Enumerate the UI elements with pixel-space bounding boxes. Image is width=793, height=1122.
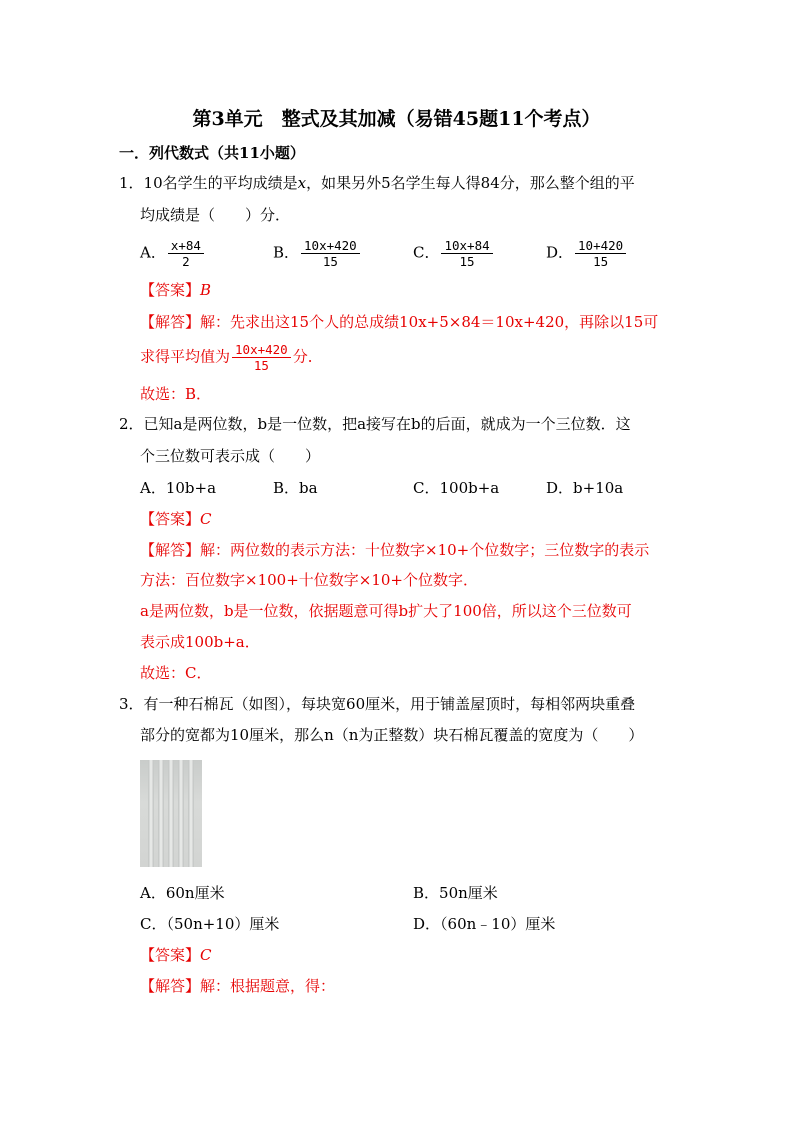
q1-option-a-denominator: 2 — [182, 254, 190, 269]
q1-option-d — [546, 238, 628, 269]
q1-solution-tag: 【解答】 — [140, 313, 201, 331]
q2-solution-line1 — [140, 540, 649, 560]
q2-solution-text1: 解：两位数的表示方法：十位数字×10+个位数字；三位数字的表示 — [200, 541, 650, 559]
q1-stem-x: x — [297, 174, 307, 192]
q2-option-c: C．100b+a — [413, 479, 500, 497]
tile-rib — [158, 760, 164, 867]
q1-option-a — [140, 238, 206, 269]
q1-option-a-label: A． — [140, 243, 166, 262]
tile-rib — [148, 760, 154, 867]
q1-option-c-label: C． — [413, 243, 440, 262]
q3-solution-text1: 解：根据题意，得： — [200, 977, 336, 995]
q1-option-d-numerator: 10+420 — [575, 238, 626, 254]
q3-answer — [140, 945, 212, 965]
q3-answer-tag: 【答案】 — [140, 946, 201, 964]
q1-option-b-numerator: 10x+420 — [301, 238, 360, 254]
q3-option-a: A．60n厘米 — [140, 884, 225, 902]
q1-solution-fraction — [232, 342, 291, 373]
q3-stem-line2: 部分的宽都为10厘米，那么n（n为正整数）块石棉瓦覆盖的宽度为（ ） — [140, 726, 644, 744]
q1-option-b-denominator: 15 — [322, 254, 338, 269]
q1-stem-a: 1．10名学生的平均成绩是 — [119, 174, 298, 192]
q1-option-c-fraction — [441, 238, 492, 269]
q3-option-b: B．50n厘米 — [413, 884, 498, 902]
q1-stem-b: ，如果另外5名学生每人得84分，那么整个组的平 — [306, 174, 635, 192]
q1-option-c-denominator: 15 — [459, 254, 475, 269]
page-title: 第3单元 整式及其加减（易错45题11个考点） — [192, 108, 601, 130]
q1-stem-line1 — [119, 173, 635, 193]
asbestos-tile-photo — [140, 760, 202, 867]
q3-answer-value: C — [200, 946, 212, 964]
q1-solution-line2 — [140, 342, 323, 373]
q1-solution-denominator: 15 — [253, 358, 269, 373]
q2-solution-line4: 表示成100b+a． — [140, 633, 260, 651]
q2-answer — [140, 509, 212, 529]
q1-stem-line2: 均成绩是（ ）分． — [140, 206, 291, 224]
q1-solution-numerator: 10x+420 — [232, 342, 291, 358]
q2-solution-line2: 方法：百位数字×100+十位数字×10+个位数字． — [140, 571, 478, 589]
q3-option-c: C．（50n+10）厘米 — [140, 915, 280, 933]
q1-answer — [140, 280, 211, 300]
q1-solution-line1 — [140, 312, 658, 332]
q1-option-a-fraction — [168, 238, 204, 269]
q1-option-b — [273, 238, 362, 269]
q2-answer-value: C — [200, 510, 212, 528]
q2-conclusion: 故选：C． — [140, 664, 212, 682]
tile-rib — [178, 760, 184, 867]
q1-solution-text2b: 分． — [292, 347, 323, 366]
tile-rib — [168, 760, 174, 867]
q1-solution-text1: 解：先求出这15个人的总成绩10x+5×84＝10x+420，再除以15可 — [200, 313, 659, 331]
q1-option-b-fraction — [301, 238, 360, 269]
q1-answer-tag: 【答案】 — [140, 281, 201, 299]
q3-solution-tag: 【解答】 — [140, 977, 201, 995]
q1-option-b-label: B． — [273, 243, 300, 262]
q1-option-a-numerator: x+84 — [168, 238, 204, 254]
q2-solution-line3: a是两位数，b是一位数，依据题意可得b扩大了100倍，所以这个三位数可 — [140, 602, 632, 620]
section-heading: 一．列代数式（共11小题） — [119, 144, 305, 162]
q1-option-c-numerator: 10x+84 — [441, 238, 492, 254]
q2-option-b: B．ba — [273, 479, 318, 497]
q2-stem-line2: 个三位数可表示成（ ） — [140, 447, 321, 465]
q3-stem-line1: 3．有一种石棉瓦（如图），每块宽60厘米，用于铺盖屋顶时，每相邻两块重叠 — [119, 695, 636, 713]
q2-stem-line1: 2．已知a是两位数，b是一位数，把a接写在b的后面，就成为一个三位数．这 — [119, 415, 631, 433]
q1-answer-value: B — [200, 281, 212, 299]
q1-conclusion: 故选：B． — [140, 385, 212, 403]
q3-solution-line1 — [140, 976, 335, 996]
q2-option-a: A．10b+a — [140, 479, 217, 497]
tile-rib — [188, 760, 194, 867]
q2-answer-tag: 【答案】 — [140, 510, 201, 528]
q3-option-d: D．（60n﹣10）厘米 — [413, 915, 556, 933]
q2-solution-tag: 【解答】 — [140, 541, 201, 559]
q1-option-d-denominator: 15 — [593, 254, 609, 269]
q1-solution-text2a: 求得平均值为 — [140, 347, 231, 366]
q1-option-d-label: D． — [546, 243, 574, 262]
q1-option-c — [413, 238, 495, 269]
q1-option-d-fraction — [575, 238, 626, 269]
q2-option-d: D．b+10a — [546, 479, 624, 497]
